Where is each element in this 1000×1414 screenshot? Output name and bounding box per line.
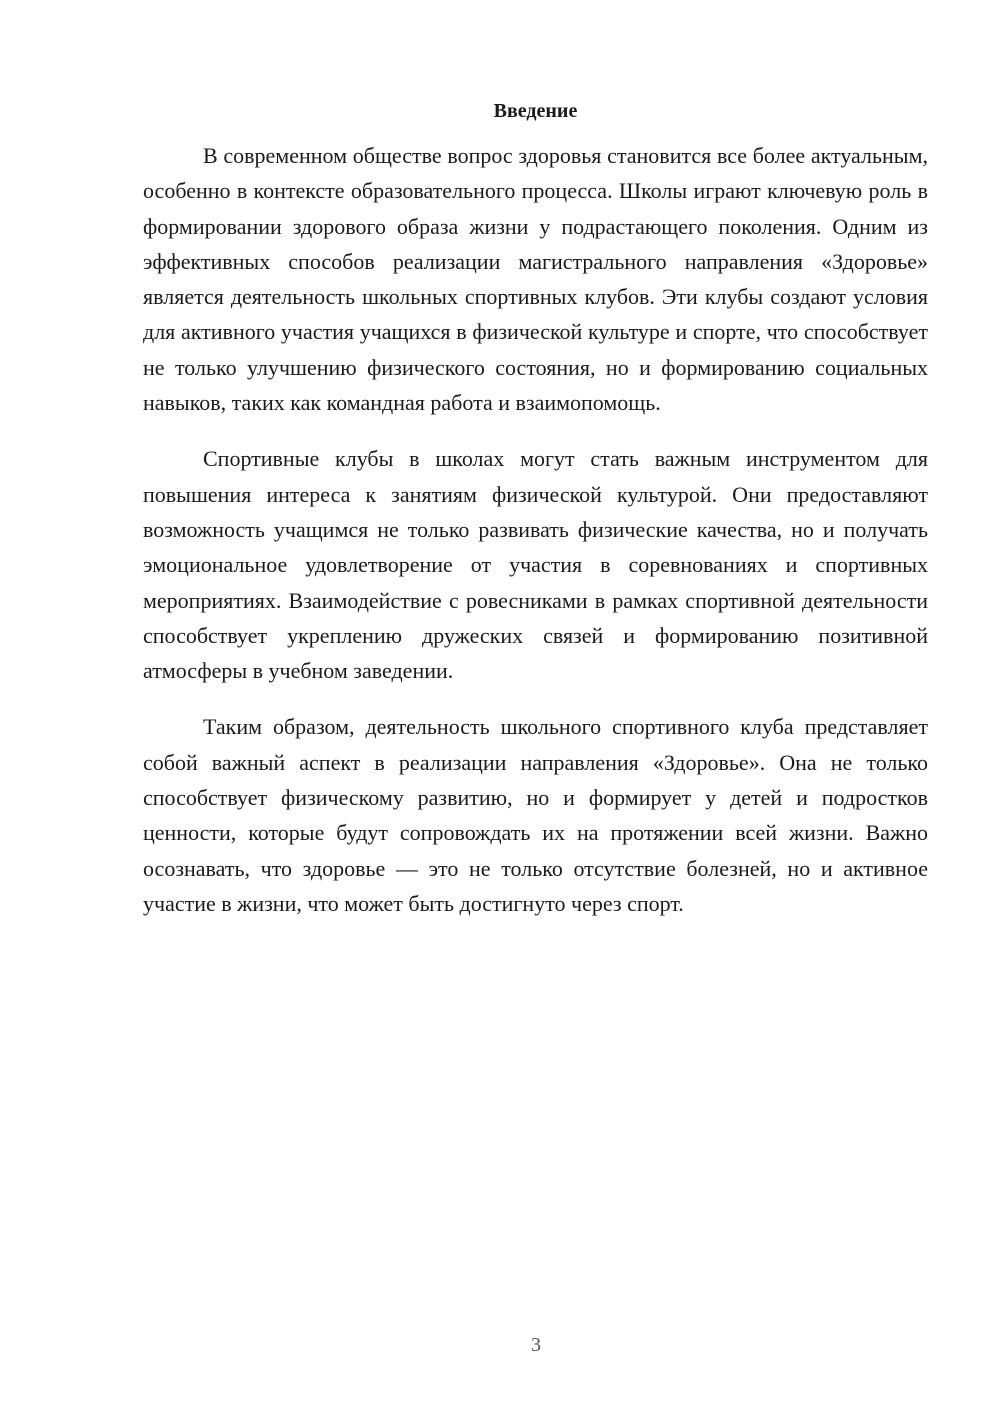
page-number: 3 (531, 1334, 541, 1356)
paragraph-1: В современном обществе вопрос здоровья становится все более актуальным, особенно в контексте образовательного процесса. Школы играют ключевую роль в формировании здорового образа жизни у подрастающего поколения. Одним из эффективных способов реализации магистрального направления «Здоровье» является деятельность школьных спортивных клубов. Эти клубы создают условия для активного участия учащихся в физической культуре и спорте, что способствует не только улучшению физического состояния, но и формированию социальных навыков, таких как командная работа и взаимопомощь. (143, 143, 928, 416)
paragraph-3: Таким образом, деятельность школьного спортивного клуба представляет собой важный аспект в реализации направления «Здоровье». Она не только способствует физическому развитию, но и формирует у детей и подростков ценности, которые будут сопровождать их на протяжении всей жизни. Важно осознавать, что здоровье — это не только отсутствие болезней, но и активное участие в жизни, что может быть достигнуто через спорт. (143, 714, 928, 916)
paragraph-2: Спортивные клубы в школах могут стать важным инструментом для повышения интереса к занятиям физической культурой. Они предоставляют возможность учащимся не только развивать физические качества, но и получать эмоциональное удовлетворение от участия в соревнованиях и спортивных мероприятиях. Взаимодействие с ровесниками в рамках спортивной деятельности способствует укреплению дружеских связей и формированию позитивной атмосферы в учебном заведении. (143, 446, 928, 684)
page-content (143, 94, 928, 921)
section-title: Введение (493, 100, 578, 122)
